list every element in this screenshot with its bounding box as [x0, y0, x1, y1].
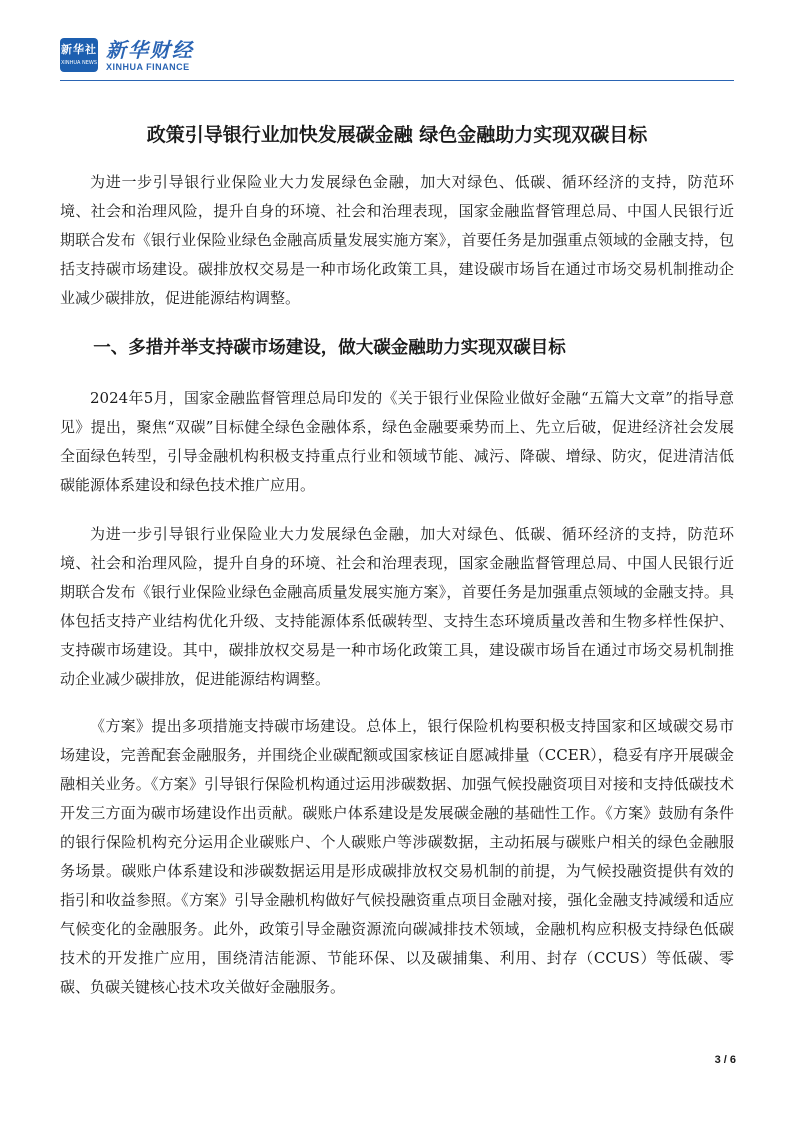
page-header	[60, 34, 734, 80]
paragraph-1: 为进一步引导银行业保险业大力发展绿色金融，加大对绿色、低碳、循环经济的支持，防范环境、社会和治理风险，提升自身的环境、社会和治理表现，国家金融监督管理总局、中国人民银行近期联合发布《银行业保险业绿色金融高质量发展实施方案》，首要任务是加强重点领域的金融支持，包括支持碳市场建设。碳排放权交易是一种市场化政策工具，建设碳市场旨在通过市场交易机制推动企业减少碳排放，促进能源结构调整。	[60, 173, 734, 307]
document-body	[60, 168, 734, 1002]
paragraph-3: 为进一步引导银行业保险业大力发展绿色金融，加大对绿色、低碳、循环经济的支持，防范环境、社会和治理风险，提升自身的环境、社会和治理表现，国家金融监督管理总局、中国人民银行近期联合发布《银行业保险业绿色金融高质量发展实施方案》，首要任务是加强重点领域的金融支持。具体包括支持产业结构优化升级、支持能源体系低碳转型、支持生态环境质量改善和生物多样性保护、支持碳市场建设。其中，碳排放权交易是一种市场化政策工具，建设碳市场旨在通过市场交易机制推动企业减少碳排放，促进能源结构调整。	[60, 525, 734, 688]
header-divider	[60, 80, 734, 81]
xinhua-logo	[60, 38, 98, 72]
brand-name: 新华财经	[106, 38, 194, 62]
paragraph-4: 《方案》提出多项措施支持碳市场建设。总体上，银行保险机构要积极支持国家和区域碳交易市场建设，完善配套金融服务，并围绕企业碳配额或国家核证自愿减排量（CCER），稳妥有序开展碳金融相关业务。《方案》引导银行保险机构通过运用涉碳数据、加强气候投融资项目对接和支持低碳技术开发三方面为碳市场建设作出贡献。碳账户体系建设是发展碳金融的基础性工作。《方案》鼓励有条件的银行保险机构充分运用企业碳账户、个人碳账户等涉碳数据，主动拓展与碳账户相关的绿色金融服务场景。碳账户体系建设和涉碳数据运用是形成碳排放权交易机制的前提，为气候投融资提供有效的指引和收益参照。《方案》引导金融机构做好气候投融资重点项目金融对接，强化金融支持减缓和适应气候变化的金融服务。此外，政策引导金融资源流向碳减排技术领域，金融机构应积极支持绿色低碳技术的开发推广应用，围绕清洁能源、节能环保、以及碳捕集、利用、封存（CCUS）等低碳、零碳、负碳关键核心技术攻关做好金融服务。	[60, 717, 734, 996]
document-title: 政策引导银行业加快发展碳金融 绿色金融助力实现双碳目标	[146, 124, 648, 146]
logo-subtext: XINHUA NEWS	[60, 60, 98, 66]
brand-wordmark	[106, 38, 194, 72]
logo-text: 新华社	[61, 43, 97, 56]
page-number: 3 / 6	[714, 1054, 736, 1066]
section-heading: 一、多措并举支持碳市场建设，做大碳金融助力实现双碳目标	[93, 338, 566, 358]
brand-name-en: XINHUA FINANCE	[106, 62, 190, 72]
paragraph-2: 2024年5月，国家金融监督管理总局印发的《关于银行业保险业做好金融“五篇大文章”的指导意见》提出，聚焦“双碳”目标健全绿色金融体系，绿色金融要乘势而上、先立后破，促进经济社会发展全面绿色转型，引导金融机构积极支持重点行业和领域节能、减污、降碳、增绿、防灾，促进清洁低碳能源体系建设和绿色技术推广应用。	[60, 389, 734, 494]
